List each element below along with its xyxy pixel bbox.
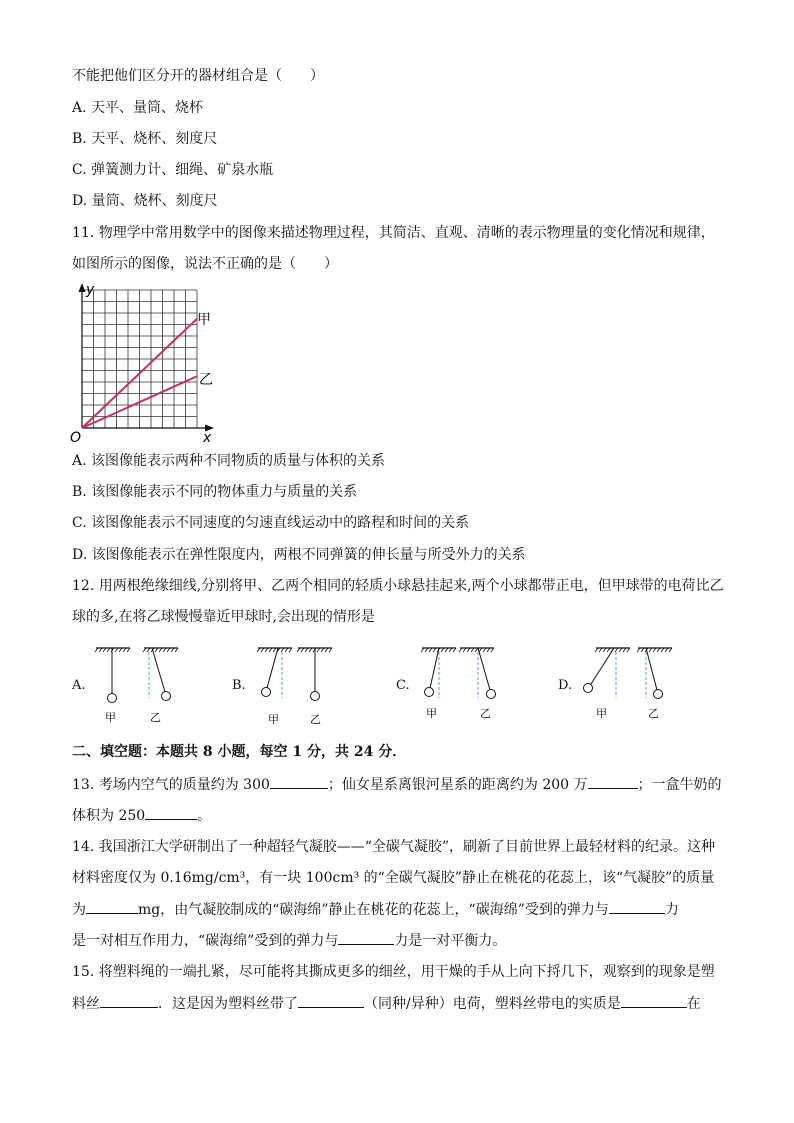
- y-axis-label: y: [86, 282, 95, 298]
- q11-option-c: C. 该图像能表示不同速度的匀速直线运动中的路程和时间的关系: [72, 515, 470, 531]
- q15-line1: 15. 将塑料绳的一端扎紧，尽可能将其撕成更多的细丝，用干燥的手从上向下捋几下，观察到的现象是塑: [72, 964, 715, 980]
- q10-option-c: C. 弹簧测力计、细绳、矿泉水瓶: [72, 162, 274, 178]
- q14-text-e: 力是一对平衡力。: [394, 933, 507, 949]
- q13-text-a: 13. 考场内空气的质量约为 300: [72, 777, 270, 793]
- ball-yi: [311, 692, 320, 701]
- q11-stem-line1: 11. 物理学中常用数学中的图像来描述物理过程，其简洁、直观、清晰的表示物理量的变化情况和规律，: [72, 225, 715, 241]
- q10-stem: 不能把他们区分开的器材组合是（ ）: [72, 68, 324, 84]
- q13-blank-3[interactable]: [145, 805, 197, 820]
- q14-blank-3[interactable]: [338, 930, 394, 945]
- origin-label: O: [70, 430, 82, 445]
- q14-line2: 材料密度仅为 0.16mg/cm³，有一块 100cm³ 的“全碳气凝胶”静止在桃花的花蕊上，该“气凝胶”的质量: [72, 870, 715, 886]
- series-label-b: 乙: [199, 372, 213, 388]
- ball-yi-label: 乙: [480, 707, 491, 720]
- q15-text-a: 料丝: [72, 996, 100, 1012]
- q14-blank-1[interactable]: [86, 899, 138, 914]
- ball-yi: [487, 690, 496, 699]
- ball-jia-label: 甲: [426, 707, 437, 720]
- q15-blank-2[interactable]: [298, 993, 364, 1008]
- q13-blank-1[interactable]: [270, 774, 328, 789]
- ball-jia-label: 甲: [268, 713, 279, 726]
- q12-stem-line1: 12. 用两根绝缘细线,分别将甲、乙两个相同的轻质小球悬挂起来,两个小球都带正电，但甲球带的电荷比乙: [72, 578, 724, 594]
- q10-option-d: D. 量筒、烧杯、刻度尺: [72, 193, 218, 209]
- ball-yi: [654, 690, 663, 699]
- q14-text-b: mg，由气凝胶制成的“碳海绵”静止在桃花的花蕊上，“碳海绵”受到的弹力与: [138, 902, 609, 918]
- ball-yi-label: 乙: [648, 707, 659, 720]
- section-2-heading: 二、填空题：本题共 8 小题，每空 1 分，共 24 分．: [72, 744, 407, 760]
- q15-text-c: （同种/异种）电荷，塑料丝带电的实质是: [364, 996, 621, 1012]
- ball-jia-label: 甲: [596, 707, 607, 720]
- q14-text-a: 为: [72, 902, 86, 918]
- q12-option-b-letter: B.: [232, 678, 246, 693]
- graph-grid: [82, 290, 197, 428]
- ball-jia: [262, 688, 271, 697]
- ball-yi-label: 乙: [150, 711, 161, 724]
- q14-blank-2[interactable]: [609, 899, 665, 914]
- ball-jia: [584, 684, 593, 693]
- ball-yi: [162, 692, 171, 701]
- q11-option-a: A. 该图像能表示两种不同物质的质量与体积的关系: [72, 453, 386, 469]
- q12-option-a-letter: A.: [72, 678, 86, 693]
- q14-line3: [72, 899, 679, 920]
- q14-text-d: 是一对相互作用力，“碳海绵”受到的弹力与: [72, 933, 339, 949]
- q14-line1: 14. 我国浙江大学研制出了一种超轻气凝胶——“全碳气凝胶”，刷新了目前世界上最轻材料的纪录。这种: [72, 839, 716, 855]
- q10-option-a: A. 天平、量筒、烧杯: [72, 100, 204, 116]
- q13-text-e: 。: [197, 808, 212, 824]
- y-axis-arrow: [79, 283, 86, 292]
- q14-text-c: 力: [664, 902, 679, 918]
- q12-option-a-figure: [92, 642, 182, 727]
- q15-text-b: ．这是因为塑料丝带了: [158, 996, 298, 1012]
- q11-option-b: B. 该图像能表示不同的物体重力与质量的关系: [72, 484, 358, 500]
- q13-line1: [72, 774, 722, 795]
- q11-option-d: D. 该图像能表示在弹性限度内，两根不同弹簧的伸长量与所受外力的关系: [72, 547, 526, 563]
- ball-jia-label: 甲: [105, 711, 116, 724]
- q10-option-b: B. 天平、烧杯、刻度尺: [72, 131, 218, 147]
- q12-option-d-figure: [578, 642, 688, 727]
- q12-option-d-letter: D.: [558, 678, 573, 693]
- q12-option-b-figure: [254, 642, 344, 727]
- q13-text-b: ；仙女星系离银河星系的距离约为 200 万: [327, 777, 588, 793]
- x-axis-label: x: [203, 430, 212, 445]
- q15-blank-3[interactable]: [621, 993, 687, 1008]
- q14-line4: [72, 930, 506, 951]
- q15-line2: [72, 993, 701, 1014]
- q11-stem-line2: 如图所示的图像，说法不正确的是（ ）: [72, 256, 338, 272]
- q13-blank-2[interactable]: [588, 774, 638, 789]
- q13-line2: [72, 805, 211, 826]
- q12-option-c-letter: C.: [396, 678, 410, 693]
- q13-text-d: 体积为 250: [72, 808, 146, 824]
- q13-text-c: ；一盒牛奶的: [637, 777, 722, 793]
- series-label-a: 甲: [197, 312, 211, 328]
- q12-stem-line2: 球的多,在将乙球慢慢靠近甲球时,会出现的情形是: [72, 609, 375, 625]
- q11-graph: [68, 280, 228, 445]
- ball-jia: [425, 688, 434, 697]
- q15-text-d: 在: [686, 996, 701, 1012]
- ball-jia: [108, 694, 117, 703]
- ball-yi-label: 乙: [310, 713, 321, 726]
- q15-blank-1[interactable]: [100, 993, 158, 1008]
- q12-option-c-figure: [418, 642, 508, 727]
